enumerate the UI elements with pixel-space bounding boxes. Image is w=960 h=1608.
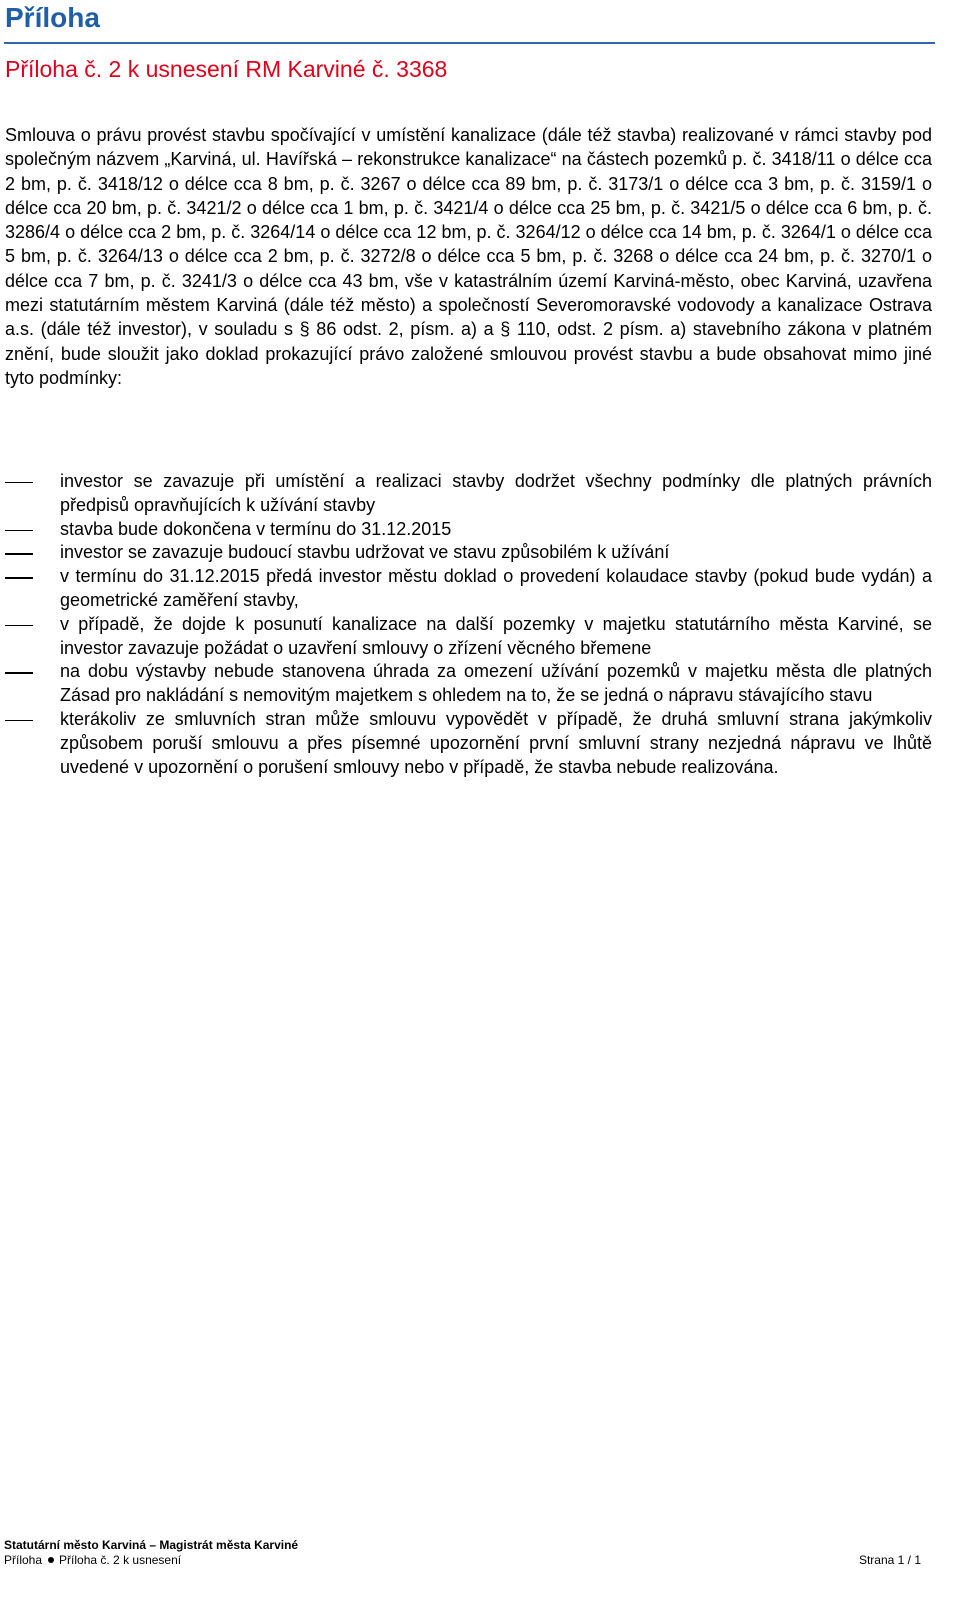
condition-text: investor se zavazuje při umístění a realizaci stavby dodržet všechny podmínky dle platných právních předpisů opravňujících k užívání stavby (60, 471, 932, 515)
dash-bullet-icon (5, 625, 33, 626)
resolution-subtitle: Příloha č. 2 k usnesení RM Karviné č. 3368 (5, 56, 448, 82)
dash-bullet-icon (5, 530, 33, 531)
list-item (5, 660, 932, 708)
page-title: Příloha (5, 2, 100, 33)
footer-breadcrumb (4, 1553, 921, 1568)
list-item (5, 541, 932, 565)
condition-text: investor se zavazuje budoucí stavbu udržovat ve stavu způsobilém k užívání (60, 542, 670, 563)
list-item (5, 518, 932, 542)
dash-bullet-icon (5, 553, 33, 554)
bullet-icon (48, 1557, 54, 1563)
dash-bullet-icon (5, 672, 33, 673)
condition-text: na dobu výstavby nebude stanovena úhrada za omezení užívání pozemků v majetku města dle platných Zásad pro nakládání s nemovitým majetkem s ohledem na to, že se jedná o nápravu stávajícího stavu (60, 661, 932, 706)
footer-breadcrumb-left: Příloha (4, 1553, 43, 1567)
footer-page-number: Strana 1 / 1 (858, 1553, 921, 1567)
condition-text: kterákoliv ze smluvních stran může smlouvu vypovědět v případě, že druhá smluvní strana jakýmkoliv způsobem poruší smlouvu a přes písemné upozornění první smluvní strany nezjedná nápravu ve lhůtě uvedené v upozornění o porušení smlouvy nebo v případě, že stavba nebude realizována. (60, 708, 932, 777)
dash-bullet-icon (5, 482, 33, 483)
dash-bullet-icon (5, 720, 33, 721)
footer-breadcrumb-right: Příloha č. 2 k usnesení (59, 1553, 182, 1567)
condition-text: stavba bude dokončena v termínu do 31.12.2015 (60, 518, 452, 539)
list-item (5, 708, 932, 779)
list-item (5, 613, 932, 661)
list-item (5, 470, 932, 518)
condition-text: v případě, že dojde k posunutí kanalizace na další pozemky v majetku statutárního města Karviné, se investor zavazuje požádat o uzavření smlouvy o zřízení věcného břemene (60, 613, 932, 658)
list-item (5, 565, 932, 613)
conditions-list (5, 470, 932, 779)
title-divider (4, 42, 935, 44)
footer-organization: Statutární město Karviná – Magistrát města Karviné (4, 1538, 299, 1552)
contract-paragraph: Smlouva o právu provést stavbu spočívající v umístění kanalizace (dále též stavba) realizované v rámci stavby pod společným názvem „Karviná, ul. Havířská – rekonstrukce kanalizace“ na částech pozemků p. č. 3418/11 o délce cca 2 bm, p. č. 3418/12 o délce cca 8 bm, p. č. 3267 o délce cca 89 bm, p. č. 3173/1 o délce cca 3 bm, p. č. 3159/1 o délce cca 20 bm, p. č. 3421/2 o délce cca 1 bm, p. č. 3421/4 o délce cca 25 bm, p. č. 3421/5 o délce cca 6 bm, p. č. 3286/4 o délce cca 2 bm, p. č. 3264/14 o délce cca 12 bm, p. č. 3264/12 o délce cca 14 bm, p. č. 3264/1 o délce cca 5 bm, p. č. 3264/13 o délce cca 2 bm, p. č. 3272/8 o délce cca 5 bm, p. č. 3268 o délce cca 24 bm, p. č. 3270/1 o délce cca 7 bm, p. č. 3241/3 o délce cca 43 bm, vše v katastrálním území Karviná-město, obec Karviná, uzavřena mezi statutárním městem Karviná (dále též město) a společností Severomoravské vodovody a kanalizace Ostrava a.s. (dále též investor), v souladu s § 86 odst. 2, písm. a) a § 110, odst. 2 písm. a) stavebního zákona v platném znění, bude sloužit jako doklad prokazující právo založené smlouvou provést stavbu a bude obsahovat mimo jiné tyto podmínky: (5, 125, 932, 388)
condition-text: v termínu do 31.12.2015 předá investor městu doklad o provedení kolaudace stavby (pokud bude vydán) a geometrické zaměření stavby, (60, 566, 932, 610)
dash-bullet-icon (5, 577, 33, 578)
